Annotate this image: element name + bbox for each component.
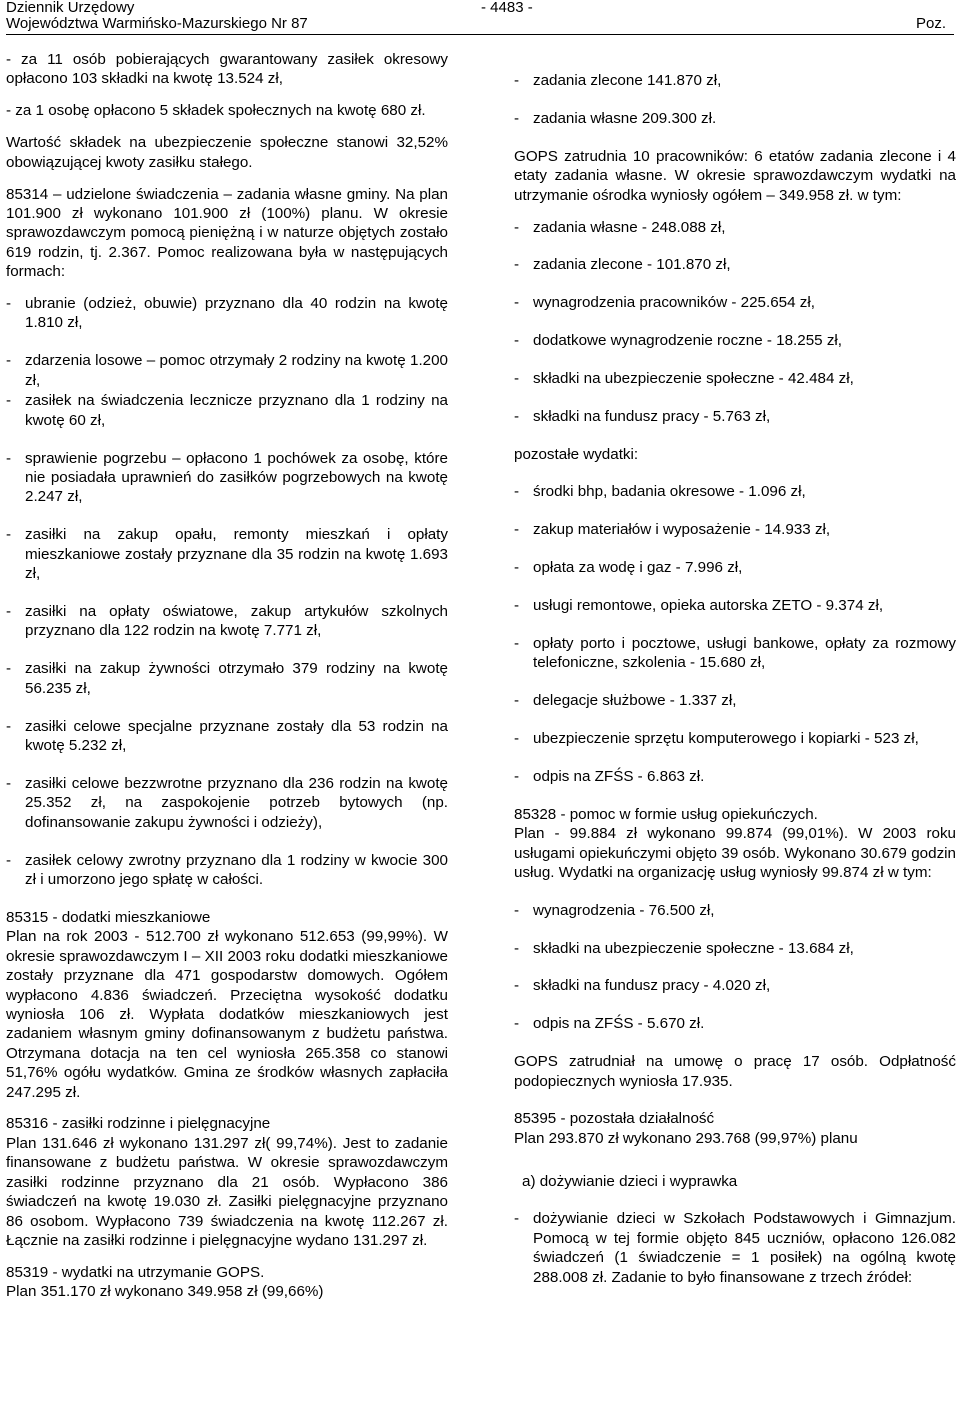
section-title-85319: 85319 - wydatki na utrzymanie GOPS. [6, 1263, 265, 1281]
list-item: - zasiłki na zakup opału, remonty mieszkań i opłaty mieszkaniowe zostały przyznane dla 35 rodzin na kwotę 1.693 zł, [6, 526, 448, 583]
right-column [514, 71, 956, 1305]
left-column [6, 50, 448, 1302]
list-item: - odpis na ZFŚS - 5.670 zł. [514, 1015, 705, 1033]
section-text-85319: Plan 351.170 zł wykonano 349.958 zł (99,66%) [6, 1283, 324, 1301]
subsection-a: a) dożywianie dzieci i wyprawka [522, 1172, 738, 1190]
list-item: - sprawienie pogrzebu – opłacono 1 pochówek za osobę, które nie posiadała uprawnień do zasiłków pogrzebowych na kwotę 2.247 zł, [6, 449, 448, 506]
list-item: - odpis na ZFŚS - 6.863 zł. [514, 768, 705, 786]
list-item: - wynagrodzenia - 76.500 zł, [514, 901, 715, 919]
list-item: - składki na fundusz pracy - 4.020 zł, [514, 977, 771, 995]
list-item: - składki na fundusz pracy - 5.763 zł, [514, 408, 771, 426]
section-text-85316: Plan 131.646 zł wykonano 131.297 zł( 99,74%). Jest to zadanie finansowane z budżetu państwa. W okresie sprawozdawczym zasiłki rodzinne przyznano dla 21 osób. Wypłacono 386 świadczeń na kwotę 19.030 zł. Zasiłki pielęgnacyjne przyznano 86 osobom. Wypłacono 739 świadczenia na kwotę 112.267 zł. Łącznie na zasiłki rodzinne i pielęgnacyjne wydano 131.297 zł. [6, 1134, 448, 1249]
list-item: - delegacje służbowe - 1.337 zł, [514, 692, 737, 710]
list-item: - dodatkowe wynagrodzenie roczne - 18.255 zł, [514, 332, 843, 350]
list-item: - składki na ubezpieczenie społeczne - 13.684 zł, [514, 939, 854, 957]
paragraph-gops-contract: GOPS zatrudniał na umowę o pracę 17 osób. Odpłatność podopiecznych wyniosła 17.935. [514, 1053, 956, 1090]
list-item: - usługi remontowe, opieka autorska ZETO - 9.374 zł, [514, 597, 884, 615]
section-title-85315: 85315 - dodatki mieszkaniowe [6, 908, 211, 926]
list-item: - zasiłek celowy zwrotny przyznano dla 1 rodziny w kwocie 300 zł i umorzono jego spłatę w całości. [6, 851, 448, 888]
paragraph-85314: 85314 – udzielone świadczenia – zadania własne gminy. Na plan 101.900 zł wykonano 101.900 zł (100%) planu. W okresie sprawozdawczym pomocą pieniężną i w naturze objętych zostało 619 rodzin, tj. 2.367. Pomoc realizowana była w następujących formach: [6, 185, 448, 281]
other-expenses-label: pozostałe wydatki: [514, 445, 639, 463]
paragraph: - za 11 osób pobierających gwarantowany zasiłek okresowy opłacono 103 składki na kwotę 13.524 zł, [6, 51, 448, 88]
list-item: - składki na ubezpieczenie społeczne - 42.484 zł, [514, 370, 854, 388]
list-item: - zasiłki na zakup żywności otrzymało 379 rodziny na kwotę 56.235 zł, [6, 660, 448, 697]
section-title-85328: 85328 - pomoc w formie usług opiekuńczych. [514, 806, 818, 824]
list-item: - opłaty porto i pocztowe, usługi bankowe, opłaty za rozmowy telefoniczne, szkolenia - 15.680 zł, [514, 635, 956, 672]
paragraph-gops: GOPS zatrudnia 10 pracowników: 6 etatów zadania zlecone i 4 etaty zadania własne. W okresie sprawozdawczym wydatki na utrzymanie ośrodka wyniosły ogółem – 349.958 zł. w tym: [514, 147, 956, 204]
list-item: - ubezpieczenie sprzętu komputerowego i kopiarki - 523 zł, [514, 730, 919, 748]
page-header [6, 0, 954, 35]
list-item: - ubranie (odzież, obuwie) przyznano dla 40 rodzin na kwotę 1.810 zł, [6, 295, 448, 332]
section-text-85395: Plan 293.870 zł wykonano 293.768 (99,97%) planu [514, 1129, 858, 1147]
list-item: - zasiłek na świadczenia lecznicze przyznano dla 1 rodziny na kwotę 60 zł, [6, 392, 448, 429]
list-item: - opłata za wodę i gaz - 7.996 zł, [514, 559, 743, 577]
publication-issue: Województwa Warmińsko-Mazurskiego Nr 87 [6, 15, 308, 32]
list-item: - zdarzenia losowe – pomoc otrzymały 2 rodziny na kwotę 1.200 zł, [6, 352, 448, 389]
section-text-85328: Plan - 99.884 zł wykonano 99.874 (99,01%). W 2003 roku usługami opiekuńczymi objęto 39 osób. Wykonano 30.679 godzin usług. Wydatki na organizację usług wyniosły 99.874 zł w tym: [514, 825, 956, 882]
paragraph: - za 1 osobę opłacono 5 składek społecznych na kwotę 680 zł. [6, 102, 426, 120]
list-item: - zakup materiałów i wyposażenie - 14.933 zł, [514, 521, 831, 539]
list-item: - zadania własne - 248.088 zł, [514, 218, 726, 236]
section-text-85315: Plan na rok 2003 - 512.700 zł wykonano 512.653 (99,99%). W okresie sprawozdawczym I – XII 2003 roku dodatki mieszkaniowe zostały przyznane dla 471 gospodarstw domowych. Ogółem wypłacono 4.836 świadczeń. Przeciętna wysokość dodatku wyniosła 106 zł. Wypłata dodatków mieszkaniowych jest zadaniem własnym gminy dofinansowanym z budżetu państwa. Otrzymana dotacja na ten cel wyniosła 265.358 co stanowi 51,76% ogółu wydatków. Gmina ze środków własnych zapłaciła 247.295 zł. [6, 928, 448, 1101]
page-number: - 4483 - [481, 0, 533, 16]
position-label: Poz. [915, 15, 946, 32]
section-title-85395: 85395 - pozostała działalność [514, 1110, 715, 1128]
publication-title: Dziennik Urzędowy [6, 0, 135, 16]
list-item: - zadania własne 209.300 zł. [514, 109, 717, 127]
list-item: - zasiłki celowe specjalne przyznane zostały dla 53 rodzin na kwotę 5.232 zł, [6, 717, 448, 754]
list-item: - zadania zlecone - 101.870 zł, [514, 256, 731, 274]
list-item: - dożywianie dzieci w Szkołach Podstawowych i Gimnazjum. Pomocą w tej formie objęto 845 uczniów, opłacono 126.082 świadczeń (1 świadczenie = 1 posiłek) na ogólną kwotę 288.008 zł. Zadanie to było finansowane z trzech źródeł: [514, 1210, 956, 1286]
list-item: - zasiłki na opłaty oświatowe, zakup artykułów szkolnych przyznano dla 122 rodzin na kwotę 7.771 zł, [6, 602, 448, 640]
list-item: - środki bhp, badania okresowe - 1.096 zł, [514, 483, 806, 501]
paragraph: Wartość składek na ubezpieczenie społeczne stanowi 32,52% obowiązującej kwoty zasiłku stałego. [6, 134, 448, 171]
list-item: - wynagrodzenia pracowników - 225.654 zł, [514, 294, 815, 312]
section-title-85316: 85316 - zasiłki rodzinne i pielęgnacyjne [6, 1115, 271, 1133]
list-item: - zasiłki celowe bezzwrotne przyznano dla 236 rodzin na kwotę 25.352 zł, na zaspokojenie potrzeb bytowych (np. dofinansowanie zakupu żywności i odzieży), [6, 774, 448, 831]
list-item: - zadania zlecone 141.870 zł, [514, 72, 722, 89]
